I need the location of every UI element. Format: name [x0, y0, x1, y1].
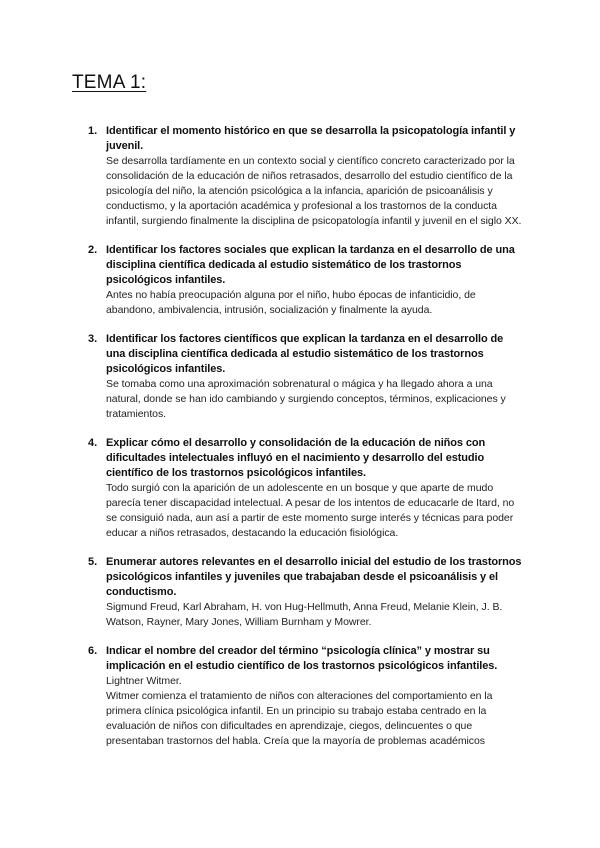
question-heading: Identificar los factores científicos que explican la tardanza en el desarrollo de una disciplina científica dedicada al estudio sistemático de los trastornos psicológicos infantiles.: [106, 333, 504, 375]
page-title: TEMA 1:: [72, 72, 147, 93]
question-answer: Lightner Witmer.: [106, 675, 182, 687]
question-item: [88, 555, 522, 630]
question-number: 4.: [88, 437, 98, 449]
question-heading: Explicar cómo el desarrollo y consolidación de la educación de niños con dificultades intelectuales influyó en el nacimiento y desarrollo del estudio científico de los trastornos psicológicos infantiles.: [106, 437, 486, 479]
question-number: 2.: [88, 244, 98, 256]
question-number: 3.: [88, 333, 98, 345]
question-item: [88, 124, 522, 229]
question-item: [88, 243, 522, 318]
question-answer: Se desarrolla tardíamente en un contexto social y científico concreto caracterizado por la consolidación de la educación de niños retrasados, desarrollo del estudio científico de la psicología del niño, la atención psicológica a la infancia, aparición de psicoanálisis y conductismo, y la aportación académica y profesional a los trastornos de la conducta infantil, surgiendo finalmente la disciplina de psicopatología infantil y juvenil en el siglo XX.: [106, 155, 522, 227]
question-number: 6.: [88, 645, 98, 657]
question-list: [88, 124, 522, 763]
question-answer: Sigmund Freud, Karl Abraham, H. von Hug-Hellmuth, Anna Freud, Melanie Klein, J. B. Watson, Rayner, Mary Jones, William Burnham y Mowrer.: [106, 601, 503, 628]
question-answer: Witmer comienza el tratamiento de niños con alteraciones del comportamiento en la primera clínica psicológica infantil. En un principio su trabajo estaba centrado en la evaluación de niños con dificultades en aprendizaje, ciegos, delincuentes o que presentaban trastornos del habla. Creía que la mayoría de problemas académicos: [106, 690, 493, 747]
question-heading: Identificar el momento histórico en que se desarrolla la psicopatología infantil y juvenil.: [106, 125, 516, 152]
question-heading: Enumerar autores relevantes en el desarrollo inicial del estudio de los trastornos psicológicos infantiles y juveniles que trabajaban desde el psicoanálisis y el conductismo.: [106, 556, 522, 598]
question-answer: Todo surgió con la aparición de un adolescente en un bosque y que aparte de mudo parecía tener discapacidad intelectual. A pesar de los intentos de educacarle de Itard, no se consiguió nada, aun así a partir de este momento surge interés y técnicas para poder educar a niños retrasados, destacando la educación fisiológica.: [106, 482, 515, 539]
question-heading: Indicar el nombre del creador del término “psicología clínica” y mostrar su implicación en el estudio científico de los trastornos psicológicos infantiles.: [106, 645, 498, 672]
question-item: [88, 436, 522, 541]
question-item: [88, 644, 522, 749]
question-heading: Identificar los factores sociales que explican la tardanza en el desarrollo de una disciplina científica dedicada al estudio sistemático de los trastornos psicológicos infantiles.: [106, 244, 515, 286]
question-answer: Antes no había preocupación alguna por el niño, hubo épocas de infanticidio, de abandono, ambivalencia, intrusión, socialización y finalmente la ayuda.: [106, 289, 476, 316]
question-number: 5.: [88, 556, 98, 568]
question-item: [88, 332, 522, 422]
question-number: 1.: [88, 125, 98, 137]
question-answer: Se tomaba como una aproximación sobrenatural o mágica y ha llegado ahora a una natural, donde se han ido cambiando y surgiendo conceptos, términos, explicaciones y tratamientos.: [106, 378, 506, 420]
